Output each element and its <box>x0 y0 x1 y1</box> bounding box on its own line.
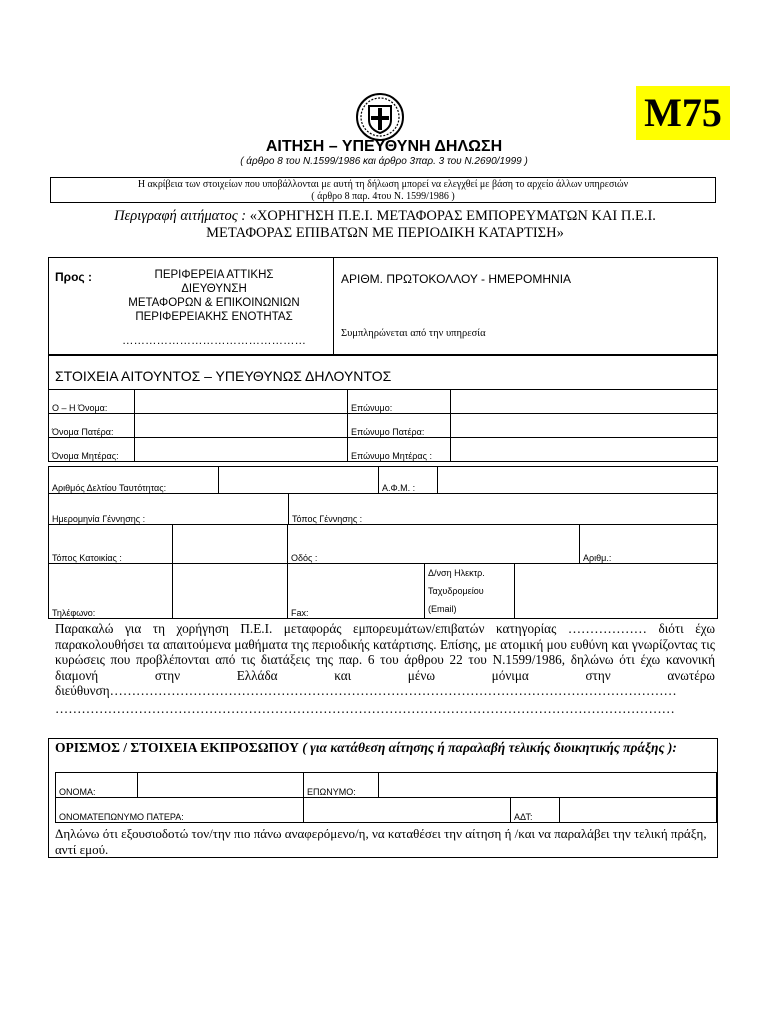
table-row <box>49 467 718 494</box>
phone-label: Τηλέφωνο: <box>49 564 173 619</box>
declaration-paragraph: Παρακαλώ για τη χορήγηση Π.Ε.Ι. μεταφοράς εμπορευμάτων/επιβατών κατηγορίας ……………… διότι έχω παρακολουθήσει τα απαιτούμενα μαθήματα της περιοδικής κατάρτισης. Επίσης, με ατομική μου ευθύνη και γνωρίζοντας τις κυρώσεις που προβλέπονται από τις διατάξεις της παρ. 6 του άρθρου 22 του Ν.1599/1986, δηλώνω ότι έχω κανονική διαμονή στην Ελλάδα και μένω μόνιμα στην ανωτέρω διεύθυνση………………………………………………………………………………………………………………… <box>55 621 715 698</box>
table-row <box>56 798 717 823</box>
surname-field[interactable] <box>451 390 718 414</box>
email-label-line-1: Δ/νση Ηλεκτρ. <box>428 568 485 578</box>
rep-surname-label: ΕΠΩΝΥΜΟ: <box>304 773 379 798</box>
recipient-authority <box>99 268 329 348</box>
mother-name-field[interactable] <box>135 438 348 462</box>
recipient-line-3: ΜΕΤΑΦΟΡΩΝ & ΕΠΙΚΟΙΝΩΝΙΩΝ <box>128 297 300 309</box>
representative-table <box>55 772 717 823</box>
surname-label: Επώνυμο: <box>348 390 427 414</box>
recipient-line-2: ΔΙΕΥΘΥΝΣΗ <box>181 283 247 295</box>
representative-heading: ΟΡΙΣΜΟΣ / ΣΤΟΙΧΕΙΑ ΕΚΠΡΟΣΩΠΟΥ <box>55 740 299 755</box>
recipient-line-1: ΠΕΡΙΦΕΡΕΙΑ ΑΤΤΙΚΗΣ <box>154 269 274 281</box>
fax-label: Fax: <box>288 564 425 619</box>
street-label: Οδός : <box>288 525 330 564</box>
residence-label: Τόπος Κατοικίας : <box>49 525 173 564</box>
rep-name-label: ΟΝΟΜΑ: <box>56 773 138 798</box>
birth-date-label: Ημερομηνία Γέννησης : <box>49 494 289 525</box>
filled-by-service-note: Συμπληρώνεται από την υπηρεσία <box>341 328 486 339</box>
table-row <box>49 525 718 564</box>
representative-heading-note: ( για κατάθεση αίτησης ή παραλαβή τελικής διοικητικής πράξης ): <box>302 740 677 755</box>
birth-place-field[interactable] <box>399 494 718 525</box>
afm-field[interactable] <box>438 467 718 494</box>
rep-adt-label: ΑΔΤ: <box>511 798 560 823</box>
table-row <box>56 773 717 798</box>
first-name-label: Ο – Η Όνομα: <box>49 390 135 414</box>
representative-title <box>55 740 715 756</box>
rep-name-field[interactable] <box>138 773 304 798</box>
email-label-line-2: Ταχυδρομείου (Email) <box>428 586 484 614</box>
email-label <box>425 564 515 619</box>
table-row <box>49 390 718 414</box>
recipient-unit-blank[interactable]: ………………………………………… <box>122 335 306 347</box>
applicant-contact-table <box>48 563 718 619</box>
number-field[interactable] <box>630 525 718 564</box>
father-surname-label: Επώνυμο Πατέρα: <box>348 414 451 438</box>
id-number-label: Αριθμός Δελτίου Ταυτότητας: <box>49 467 219 494</box>
table-row <box>49 564 718 619</box>
rep-adt-field[interactable] <box>560 798 717 823</box>
father-name-field[interactable] <box>135 414 348 438</box>
number-label: Αριθμ.: <box>580 525 630 564</box>
afm-label: Α.Φ.Μ. : <box>379 467 438 494</box>
declaration-text <box>55 621 715 716</box>
applicant-section-heading: ΣΤΟΙΧΕΙΑ ΑΙΤΟΥΝΤΟΣ – ΥΠΕΥΘΥΝΩΣ ΔΗΛΟΥΝΤΟΣ <box>48 355 718 389</box>
father-surname-field[interactable] <box>451 414 718 438</box>
accuracy-notice <box>50 177 716 203</box>
recipient-box <box>48 257 718 355</box>
applicant-birth-table <box>48 493 718 525</box>
first-name-field[interactable] <box>135 390 348 414</box>
street-field[interactable] <box>330 525 580 564</box>
request-text-2: ΜΕΤΑΦΟΡΑΣ ΕΠΙΒΑΤΩΝ ΜΕ ΠΕΡΙΟΔΙΚΗ ΚΑΤΑΡΤΙΣΗ» <box>206 225 564 241</box>
table-row <box>49 494 718 525</box>
page-subtitle: ( άρθρο 8 του Ν.1599/1986 και άρθρο 3παρ. 3 του Ν.2690/1999 ) <box>240 156 528 167</box>
request-description <box>30 208 740 242</box>
authorization-text: Δηλώνω ότι εξουσιοδοτώ τον/την πιο πάνω αναφερόμενο/η, να καταθέσει την αίτηση ή /και να παραλάβει την τελική πράξη, αντί εμού. <box>55 826 707 857</box>
rep-father-field[interactable] <box>304 798 511 823</box>
mother-surname-field[interactable] <box>451 438 718 462</box>
greek-emblem-icon <box>355 92 405 142</box>
request-text-1: «ΧΟΡΗΓΗΣΗ Π.Ε.Ι. ΜΕΤΑΦΟΡΑΣ ΕΜΠΟΡΕΥΜΑΤΩΝ ΚΑΙ Π.Ε.Ι. <box>249 208 656 224</box>
mother-name-label: Όνομα Μητέρας: <box>49 438 135 462</box>
notice-line-2: ( άρθρο 8 παρ. 4του Ν. 1599/1986 ) <box>311 191 455 202</box>
page-title: ΑΙΤΗΣΗ – ΥΠΕΥΘΥΝΗ ΔΗΛΩΣΗ <box>265 138 503 155</box>
recipient-line-4: ΠΕΡΙΦΕΡΕΙΑΚΗΣ ΕΝΟΤΗΤΑΣ <box>135 311 293 323</box>
email-field[interactable] <box>515 564 718 619</box>
protocol-label: ΑΡΙΘΜ. ΠΡΩΤΟΚΟΛΛΟΥ - ΗΜΕΡΟΜΗΝΙΑ <box>341 272 572 286</box>
to-label: Προς : <box>55 270 92 284</box>
table-row <box>49 414 718 438</box>
request-label: Περιγραφή αιτήματος : <box>114 208 247 224</box>
applicant-address-table <box>48 524 718 564</box>
rep-surname-field[interactable] <box>379 773 717 798</box>
form-code-badge: M75 <box>636 86 730 140</box>
declaration-dots-line[interactable]: …………………………………………………………………………………………………………………………… <box>55 700 675 716</box>
residence-field[interactable] <box>173 525 288 564</box>
phone-field[interactable] <box>173 564 288 619</box>
applicant-name-table <box>48 389 718 462</box>
mother-surname-label: Επώνυμο Μητέρας : <box>348 438 451 462</box>
applicant-id-table <box>48 466 718 494</box>
rep-father-label: ΟΝΟΜΑΤΕΠΩΝΥΜΟ ΠΑΤΕΡΑ: <box>56 798 304 823</box>
notice-line-1: Η ακρίβεια των στοιχείων που υποβάλλονται με αυτή τη δήλωση μπορεί να ελεγχθεί με βάση το αρχείο άλλων υπηρεσιών <box>137 179 629 190</box>
father-name-label: Όνομα Πατέρα: <box>49 414 135 438</box>
table-row <box>49 438 718 462</box>
birth-place-label: Τόπος Γέννησης : <box>289 494 399 525</box>
id-number-field[interactable] <box>219 467 379 494</box>
